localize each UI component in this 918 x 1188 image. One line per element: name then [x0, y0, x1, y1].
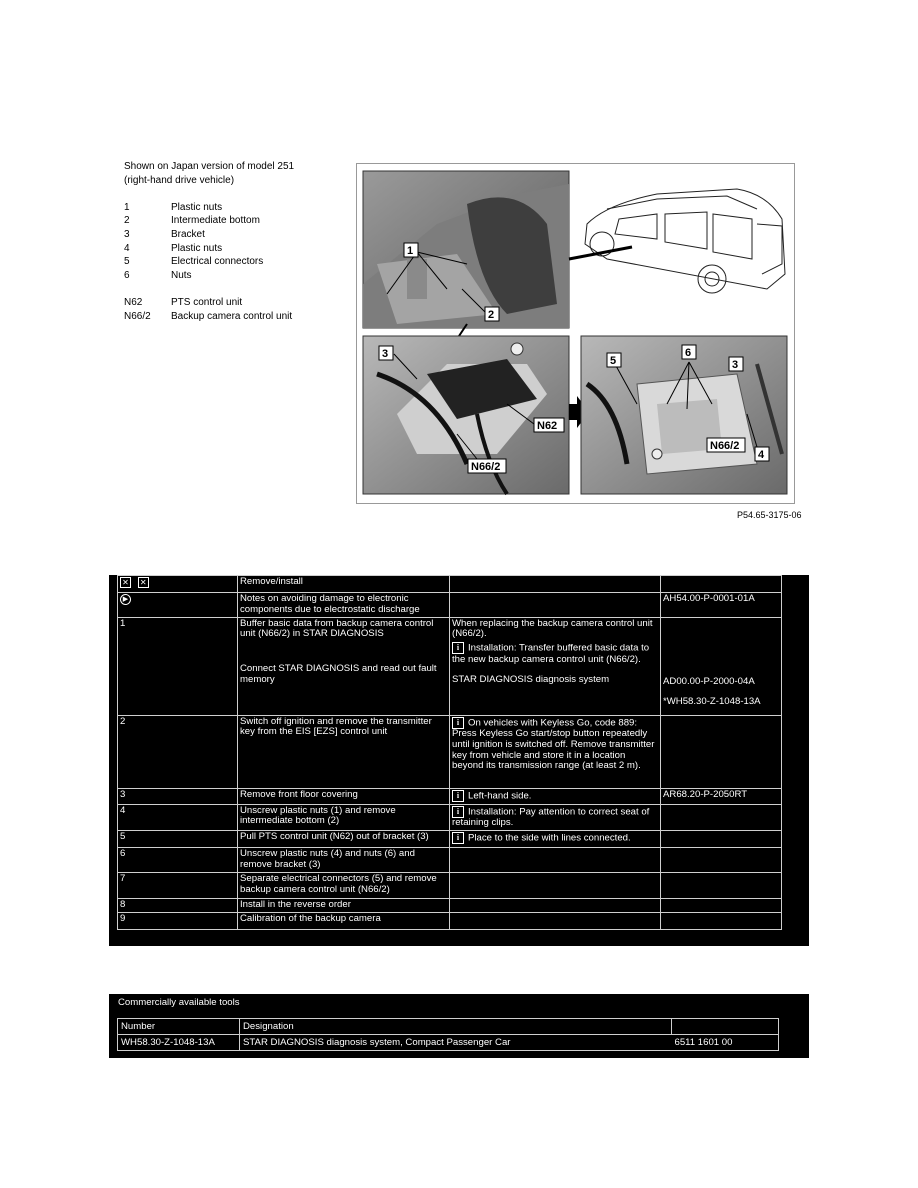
table-cell: Install in the reverse order [238, 898, 450, 912]
table-row [118, 1035, 779, 1051]
table-cell [782, 804, 791, 830]
procedure-table [117, 575, 790, 930]
table-cell: Unscrew plastic nuts (4) and nuts (6) and remove bracket (3) [238, 847, 450, 872]
callout-3: 3 [732, 359, 739, 371]
step-note: On vehicles with Keyless Go, code 889: Press Keyless Go start/stop button repeatedly until ignition is switched off. Remove transmitter key from vehicle and store it in a location beyond its transmission range (at least 2 m). [452, 717, 655, 772]
table-row [118, 617, 791, 715]
table-row [118, 912, 791, 929]
legend-key: 1 [124, 201, 130, 213]
table-header-cell: Number [118, 1019, 240, 1035]
legend-label: Plastic nuts [171, 242, 223, 254]
table-cell [661, 872, 782, 898]
table-cell [661, 847, 782, 872]
callout-6: 6 [685, 347, 692, 359]
table-cell [782, 830, 791, 847]
tools-table [117, 1018, 779, 1051]
callout-n62: N62 [537, 420, 558, 432]
legend-item [124, 228, 344, 242]
table-cell [661, 912, 782, 929]
tools-title: Commercially available tools [118, 997, 240, 1008]
legend-label: Bracket [171, 228, 205, 240]
figure-drawing [357, 164, 794, 503]
table-cell [450, 788, 661, 804]
legend-key: 5 [124, 256, 130, 268]
table-cell: Calibration of the backup camera [238, 912, 450, 929]
table-cell: Unscrew plastic nuts (1) and remove intermediate bottom (2) [238, 804, 450, 830]
esd-icon: ▶ [120, 594, 131, 605]
pointer-line [569, 247, 632, 259]
table-cell [450, 872, 661, 898]
table-cell: 2 [118, 715, 238, 788]
table-cell [661, 715, 782, 788]
callout-n66-2: N66/2 [710, 440, 740, 452]
figure-code: P54.65-3175-06 [737, 510, 802, 520]
installation-figure [356, 163, 795, 504]
info-icon: i [452, 832, 464, 844]
table-cell: 3 [118, 788, 238, 804]
step-note: When replacing the backup camera control unit (N66/2). [452, 617, 653, 640]
table-cell: Switch off ignition and remove the transmitter key from the EIS [EZS] control unit [238, 715, 450, 788]
table-row [118, 788, 791, 804]
table-cell [450, 912, 661, 929]
table-cell: STAR DIAGNOSIS diagnosis system, Compact Passenger Car [240, 1035, 672, 1051]
table-cell: WH58.30-Z-1048-13A [118, 1035, 240, 1051]
table-cell: 5 [118, 830, 238, 847]
table-cell [782, 872, 791, 898]
table-cell: Pull PTS control unit (N62) out of bracket (3) [238, 830, 450, 847]
info-icon: i [452, 717, 464, 729]
table-row [118, 1019, 779, 1035]
legend-item [124, 269, 344, 283]
table-header-cell: Designation [240, 1019, 672, 1035]
callout-n66-2: N66/2 [471, 461, 501, 473]
photo-bracket [581, 336, 787, 494]
table-row [118, 898, 791, 912]
table-row [118, 576, 791, 593]
table-cell [782, 847, 791, 872]
table-cell [450, 898, 661, 912]
step-ref: *WH58.30-Z-1048-13A [663, 696, 761, 708]
table-cell [782, 593, 791, 618]
table-cell [450, 847, 661, 872]
legend-key: 2 [124, 215, 130, 227]
legend-item [124, 214, 344, 228]
table-cell [450, 715, 661, 788]
legend-key: N66/2 [124, 310, 151, 322]
table-cell: 7 [118, 872, 238, 898]
step-note: Left-hand side. [468, 790, 532, 802]
legend-label: Backup camera control unit [171, 310, 293, 322]
table-cell [782, 576, 791, 593]
table-cell [782, 788, 791, 804]
table-row [118, 804, 791, 830]
table-cell: Remove/install [238, 576, 450, 593]
install-icon: ✕ [138, 577, 149, 588]
legend-unit [124, 296, 344, 310]
legend-item [124, 255, 344, 269]
legend-label: Electrical connectors [171, 256, 264, 268]
info-icon: i [452, 790, 464, 802]
table-cell [238, 617, 450, 715]
step-note: STAR DIAGNOSIS diagnosis system [452, 674, 610, 686]
table-row [118, 715, 791, 788]
table-cell [450, 804, 661, 830]
legend-key: 3 [124, 228, 130, 240]
table-cell: 1 [118, 617, 238, 715]
table-cell: AR68.20-P-2050RT [661, 788, 782, 804]
procedure-table-panel [109, 575, 809, 946]
legend-key: 4 [124, 242, 130, 254]
table-cell [450, 830, 661, 847]
legend-caption: Shown on Japan version of model 251 [124, 161, 295, 172]
table-cell: 6511 1601 00 [672, 1035, 779, 1051]
legend-item [124, 201, 344, 215]
table-cell: 8 [118, 898, 238, 912]
table-cell: Remove front floor covering [238, 788, 450, 804]
table-cell: 4 [118, 804, 238, 830]
table-header-cell [672, 1019, 779, 1035]
table-cell [450, 617, 661, 715]
table-cell: 9 [118, 912, 238, 929]
table-cell [782, 617, 791, 715]
legend-key: 6 [124, 269, 130, 281]
legend-label: Intermediate bottom [171, 215, 260, 227]
table-cell: Notes on avoiding damage to electronic components due to electrostatic discharge [238, 593, 450, 618]
table-cell [661, 576, 782, 593]
legend-label: PTS control unit [171, 296, 243, 308]
vehicle-sketch [585, 189, 785, 293]
table-cell [782, 715, 791, 788]
table-cell [661, 617, 782, 715]
callout-4: 4 [758, 449, 765, 461]
table-cell [450, 593, 661, 618]
table-cell [782, 912, 791, 929]
table-cell: Separate electrical connectors (5) and remove backup camera control unit (N66/2) [238, 872, 450, 898]
table-cell [661, 830, 782, 847]
callout-3: 3 [382, 348, 389, 360]
legend-key: N62 [124, 296, 143, 308]
info-icon: i [452, 806, 464, 818]
legend-caption-sub: (right-hand drive vehicle) [124, 174, 235, 186]
callout-2: 2 [488, 309, 495, 321]
table-row [118, 872, 791, 898]
step-action: Buffer basic data from backup camera control unit (N66/2) in STAR DIAGNOSIS [240, 617, 434, 640]
table-row [118, 593, 791, 618]
remove-icon: ✕ [120, 577, 131, 588]
step-ref: AD00.00-P-2000-04A [663, 675, 755, 687]
info-icon: i [452, 642, 464, 654]
callout-1: 1 [407, 245, 414, 257]
table-row [118, 830, 791, 847]
table-cell [661, 898, 782, 912]
step-action: Connect STAR DIAGNOSIS and read out fault memory [240, 663, 437, 685]
table-cell [118, 576, 238, 593]
figure-legend [124, 160, 344, 323]
table-cell [450, 576, 661, 593]
step-note: Installation: Pay attention to correct seat of retaining clips. [452, 806, 650, 828]
legend-label: Plastic nuts [171, 201, 223, 213]
table-cell: 6 [118, 847, 238, 872]
table-cell [782, 898, 791, 912]
table-cell: AH54.00-P-0001-01A [661, 593, 782, 618]
legend-label: Nuts [171, 269, 192, 281]
photo-footwell [363, 171, 569, 328]
legend-unit [124, 310, 344, 324]
legend-item [124, 242, 344, 256]
tools-panel [109, 994, 809, 1058]
step-note: Place to the side with lines connected. [468, 832, 631, 844]
table-row [118, 847, 791, 872]
table-cell [118, 593, 238, 618]
photo-control-units [363, 336, 569, 494]
callout-5: 5 [610, 355, 617, 367]
table-cell [661, 804, 782, 830]
step-note: Installation: Transfer buffered basic data to the new backup camera control unit (N66/2). [452, 642, 650, 665]
